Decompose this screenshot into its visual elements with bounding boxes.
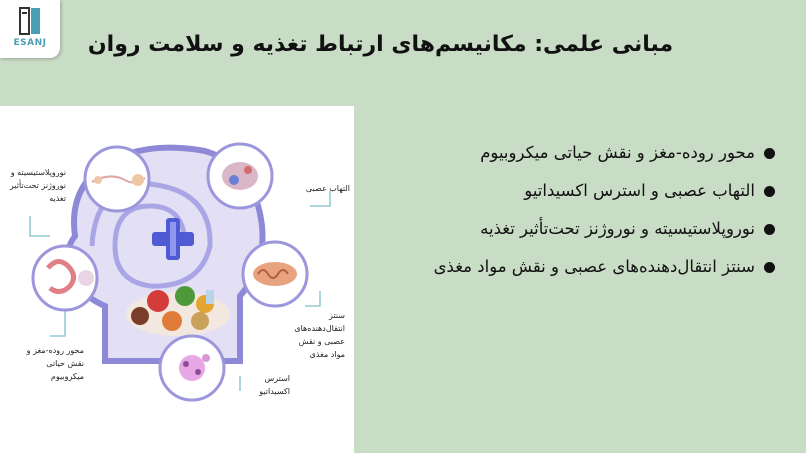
caption-neuroinflammation: التهاب عصبی (305, 184, 350, 193)
page-title: مبانی علمی: مکانیسم‌های ارتباط تغذیه و سلامت روان (87, 32, 674, 57)
neuron-circle (85, 147, 149, 211)
list-item: سنتز انتقال‌دهنده‌های عصبی و نقش مواد مغذی (384, 252, 779, 290)
caption-neuroplasticity: نوروپلاستیسیته و نوروژنز تحت‌تأثیر تغذیه (9, 168, 66, 203)
caption-neurotransmitters: سنتز انتقال‌دهنده‌های عصبی و نقش مواد مغذی (294, 311, 345, 359)
caption-gut-brain-axis: محور روده-مغز و نقش حیاتی میکروبیوم (26, 346, 84, 381)
caption-oxidative-stress: استرس اکسیداتیو (259, 374, 290, 396)
brain-circle (208, 144, 272, 208)
logo-text: ESANJ (13, 38, 47, 48)
connector-line (50, 311, 65, 336)
list-item: محور روده-مغز و نقش حیاتی میکروبیوم (384, 138, 779, 176)
list-item: نوروپلاستیسیته و نوروژنز تحت‌تأثیر تغذیه (384, 214, 779, 252)
mitochondria-circle (243, 242, 307, 306)
connector-line (30, 216, 50, 236)
esanj-logo[interactable] (0, 0, 60, 58)
nutrition-mechanisms-figure (0, 106, 354, 453)
oxidative-stress-circle (160, 336, 224, 400)
book-icon (19, 6, 41, 36)
list-item: التهاب عصبی و استرس اکسیداتیو (384, 176, 779, 214)
figure-illustration (0, 106, 354, 453)
key-points-list (384, 138, 779, 290)
connector-line (305, 291, 320, 306)
gut-circle (33, 246, 97, 310)
